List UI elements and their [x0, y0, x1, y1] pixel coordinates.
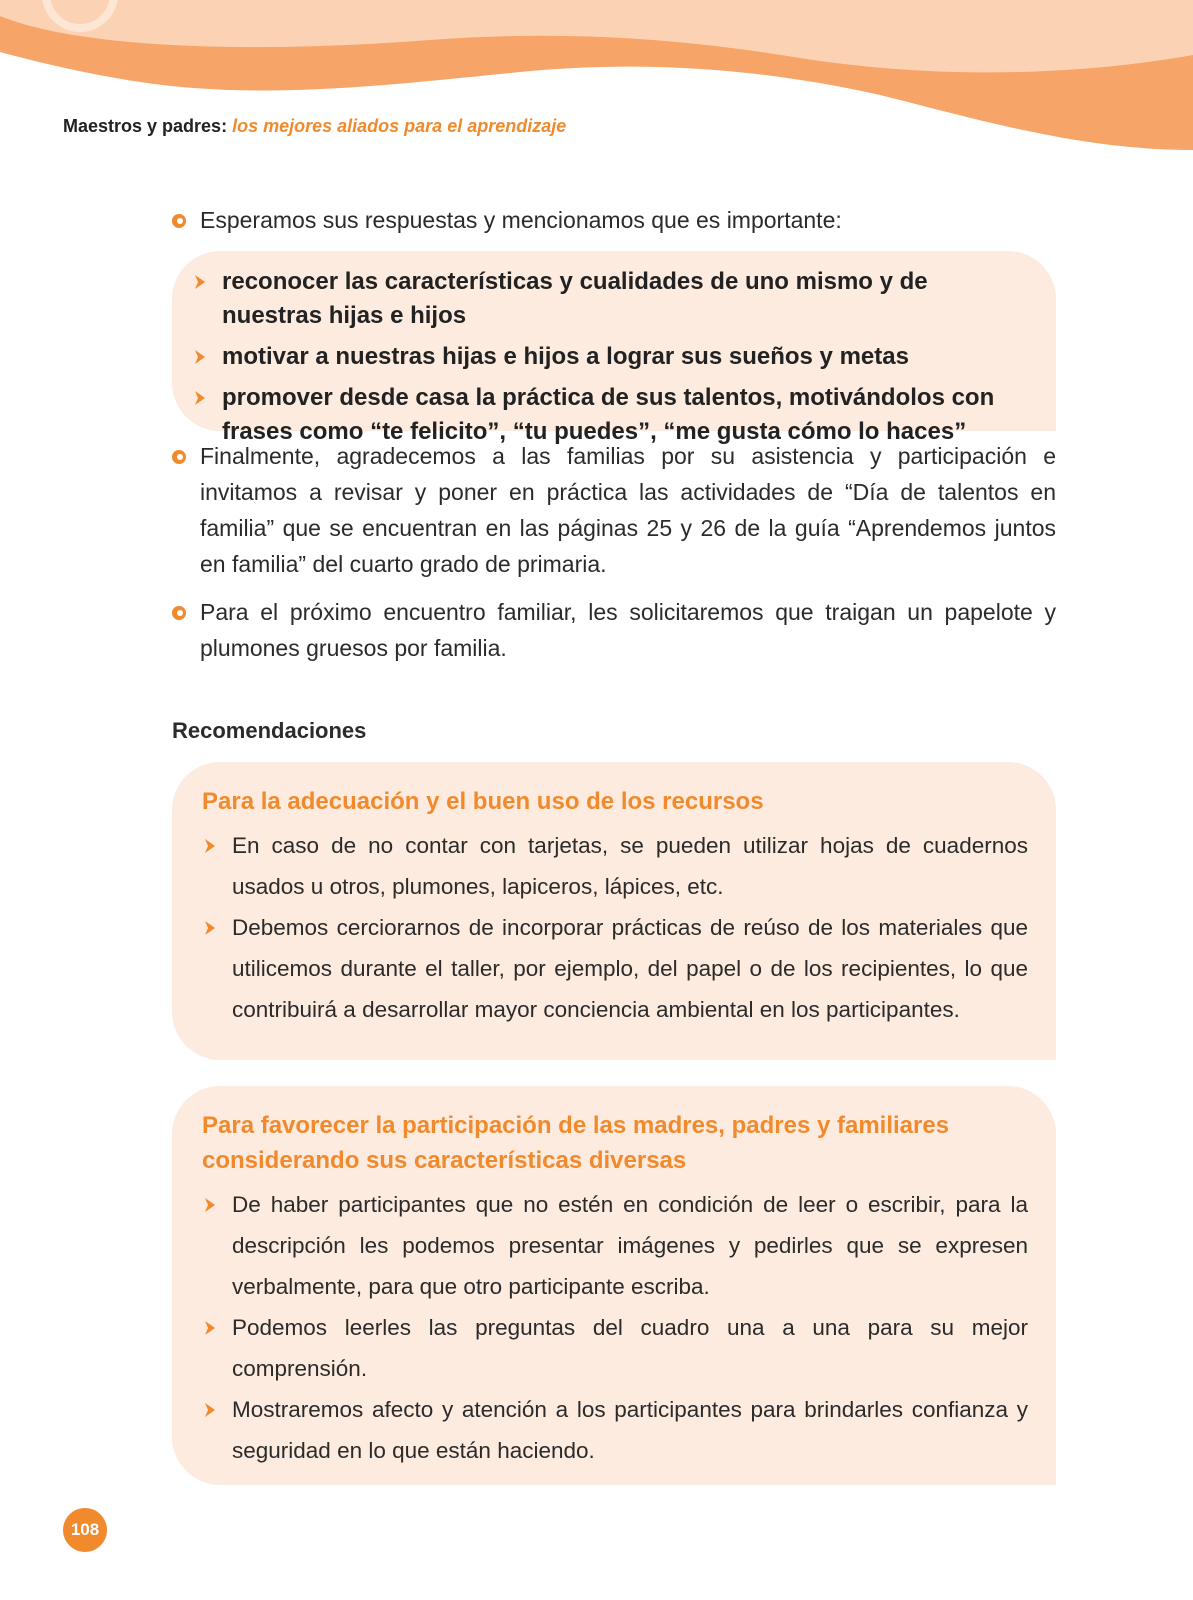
- bullet-item: [172, 438, 1056, 582]
- list-item-text: Mostraremos afecto y atención a los participantes para brindarles confianza y seguridad en lo que están haciendo.: [232, 1397, 1028, 1463]
- list-item: [192, 340, 1026, 374]
- header-wave-decoration: [0, 0, 1193, 170]
- running-head: [63, 116, 566, 137]
- section-title: Recomendaciones: [172, 718, 367, 743]
- running-head-main: Maestros y padres:: [63, 116, 228, 136]
- list-item-text: promover desde casa la práctica de sus talentos, motivándolos con frases como “te felicito”, “tu puedes”, “me gusta cómo lo haces”: [222, 384, 995, 445]
- chevron-right-icon: [204, 1197, 216, 1213]
- box-heading: Para la adecuación y el buen uso de los recursos: [202, 788, 764, 815]
- bullet-dot-icon: [172, 606, 186, 620]
- recommendation-box-participation: [172, 1086, 1056, 1485]
- recommendation-box-resources: [172, 762, 1056, 1060]
- bullet-text: Esperamos sus respuestas y mencionamos que es importante:: [200, 207, 842, 233]
- chevron-right-icon: [194, 349, 206, 365]
- chevron-right-icon: [194, 390, 206, 406]
- bullet-dot-icon: [172, 450, 186, 464]
- list-item-text: De haber participantes que no estén en condición de leer o escribir, para la descripción les podemos presentar imágenes y pedirles que se expresen verbalmente, para que otro participante escriba.: [232, 1192, 1028, 1299]
- list-item: [192, 265, 1026, 333]
- page-number-badge: 108: [63, 1508, 107, 1552]
- chevron-right-icon: [204, 838, 216, 854]
- list-item-text: reconocer las características y cualidades de uno mismo y de nuestras hijas e hijos: [222, 268, 928, 329]
- list-item: [202, 1307, 1028, 1389]
- list-item-text: En caso de no contar con tarjetas, se pueden utilizar hojas de cuadernos usados u otros, plumones, lapiceros, lápices, etc.: [232, 833, 1028, 899]
- bullet-item: [172, 594, 1056, 666]
- list-item-text: motivar a nuestras hijas e hijos a lograr sus sueños y metas: [222, 343, 909, 370]
- running-head-subtitle: los mejores aliados para el aprendizaje: [232, 116, 567, 136]
- chevron-right-icon: [204, 1402, 216, 1418]
- bullet-text: Para el próximo encuentro familiar, les solicitaremos que traigan un papelote y plumones gruesos por familia.: [200, 599, 1056, 661]
- chevron-right-icon: [204, 920, 216, 936]
- list-item-text: Podemos leerles las preguntas del cuadro una a una para su mejor comprensión.: [232, 1315, 1028, 1381]
- bullet-dot-icon: [172, 214, 186, 228]
- box-heading: Para favorecer la participación de las madres, padres y familiares considerando sus características diversas: [202, 1112, 950, 1174]
- list-item: [202, 1184, 1028, 1307]
- bullet-text: Finalmente, agradecemos a las familias por su asistencia y participación e invitamos a revisar y poner en práctica las actividades de “Día de talentos en familia” que se encuentran en las páginas 25 y 26 de la guía “Aprendemos juntos en familia” del cuarto grado de primaria.: [200, 443, 1056, 577]
- list-item: [202, 1389, 1028, 1471]
- chevron-right-icon: [194, 274, 206, 290]
- bullet-item: [172, 202, 1056, 238]
- list-item-text: Debemos cerciorarnos de incorporar prácticas de reúso de los materiales que utilicemos durante el taller, por ejemplo, del papel o de los recipientes, lo que contribuirá a desarrollar mayor conciencia ambiental en los participantes.: [232, 915, 1028, 1022]
- list-item: [202, 907, 1028, 1030]
- chevron-right-icon: [204, 1320, 216, 1336]
- important-points-box: [172, 251, 1056, 445]
- list-item: [202, 825, 1028, 907]
